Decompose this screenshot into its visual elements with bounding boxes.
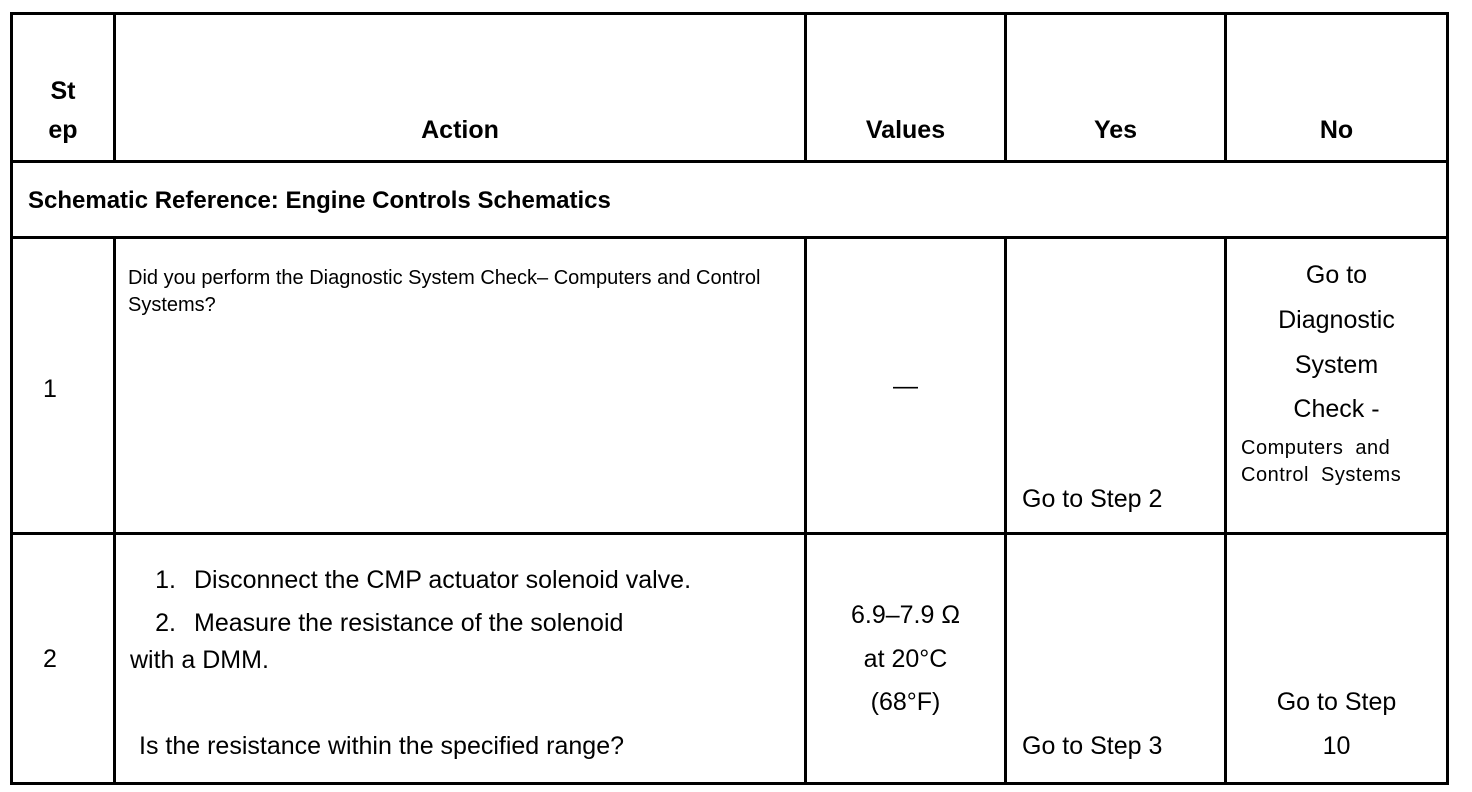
action-cell [115, 534, 806, 784]
no-cell [1226, 238, 1448, 534]
action-steps-list [130, 559, 691, 645]
header-action: Action [421, 116, 499, 144]
header-action-cell [115, 14, 806, 162]
value-line: (68°F) [870, 688, 941, 716]
list-item-text: Measure the resistance of the solenoid [194, 609, 624, 637]
table-header-row [12, 14, 1448, 162]
value-dash: — [893, 372, 918, 400]
schematic-reference-row [12, 162, 1448, 238]
values-cell [806, 238, 1006, 534]
schematic-reference: Schematic Reference: Engine Controls Schematics [28, 187, 611, 214]
action-continuation: with a DMM. [130, 646, 269, 674]
no-action-line: Check - [1293, 395, 1380, 423]
header-yes-cell [1006, 14, 1226, 162]
header-step-cell [12, 14, 115, 162]
value-line: 6.9–7.9 Ω [850, 601, 961, 629]
value-line: at 20°C [863, 645, 948, 673]
list-item-text: Disconnect the CMP actuator solenoid valve. [194, 566, 692, 594]
values-cell [806, 534, 1006, 784]
header-yes: Yes [1093, 116, 1138, 144]
yes-cell [1006, 238, 1226, 534]
list-item-number: 2. [155, 609, 176, 637]
no-action-line: Diagnostic [1278, 306, 1395, 334]
yes-cell [1006, 534, 1226, 784]
header-values: Values [865, 116, 946, 144]
yes-action: Go to Step 2 [1022, 485, 1163, 513]
no-action-line: 10 [1322, 732, 1351, 760]
list-item-number: 1. [155, 566, 176, 594]
step-cell [12, 534, 115, 784]
step-cell [12, 238, 115, 534]
list-item [130, 602, 691, 645]
header-step-line2: ep [48, 116, 78, 144]
action-text: Did you perform the Diagnostic System Check– Computers and Control Systems? [128, 267, 761, 316]
action-question: Is the resistance within the specified range? [139, 732, 624, 760]
no-action-line: Go to Step [1276, 688, 1397, 716]
diagnostic-table [10, 12, 1449, 785]
table-row [12, 534, 1448, 784]
schematic-reference-cell [12, 162, 1448, 238]
action-cell [115, 238, 806, 534]
header-no: No [1319, 116, 1354, 144]
no-action-detail: Computers and Control Systems [1241, 437, 1402, 486]
step-number: 1 [43, 375, 57, 403]
no-action-line: System [1294, 351, 1379, 379]
header-no-cell [1226, 14, 1448, 162]
no-action-line: Go to [1305, 261, 1368, 289]
header-step-line1: St [50, 77, 76, 105]
table-row [12, 238, 1448, 534]
no-cell [1226, 534, 1448, 784]
header-values-cell [806, 14, 1006, 162]
step-number: 2 [43, 645, 57, 673]
yes-action: Go to Step 3 [1022, 732, 1163, 760]
list-item [130, 559, 691, 602]
